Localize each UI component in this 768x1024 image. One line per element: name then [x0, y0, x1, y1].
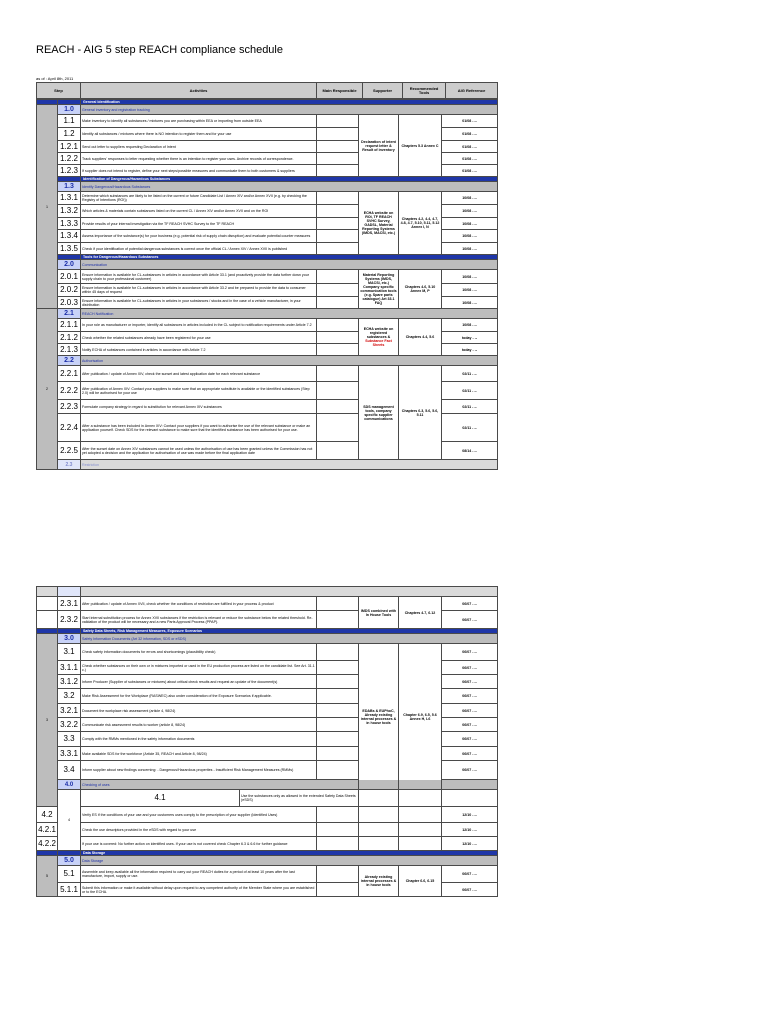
section-row: Safety Data Sheets, Risk Management Measures, Exposure Scenarios [37, 629, 498, 634]
timing: 06/07 - -- [442, 732, 498, 747]
subsection-title: Communication [81, 260, 498, 270]
activity-text: Inform Producer (Supplier of substances or mixtures) about critical check results and request an update of the document(s) [81, 675, 317, 689]
activity-number: 1.3.2 [58, 205, 81, 218]
subsection-number: 2.1 [58, 309, 81, 319]
header-supporter: Supporter [363, 83, 403, 99]
schedule-body-part-2 [36, 586, 498, 897]
activity-row [37, 866, 498, 883]
subsection-title: General inventory and registration tracking [81, 105, 498, 115]
subsection-row [37, 460, 498, 470]
step-number: 3 [37, 634, 58, 807]
timing: 06/07 - -- [442, 761, 498, 780]
aig-reference: Chapters 4.4, 5.6 [399, 319, 442, 356]
activity-number: 1.2 [58, 128, 81, 141]
timing: 06/07 - -- [442, 661, 498, 675]
activity-row [37, 192, 498, 205]
aig-reference: Chapters 4.7, 6.12 [399, 597, 442, 629]
timing: 02/11 - -- [442, 382, 498, 400]
recommended-tools: ECHA website on registered substances & Substance Fact Sheets [359, 319, 399, 356]
activity-text: In your role as manufacturer or importer, identify all substances in articles included in the CL subject to notification requirements under Article 7.2 [81, 319, 317, 332]
activity-text: Provide results of your internal investigation via the TF REACH SVHC Survey to the TF REACH [81, 218, 317, 230]
timing: today - -- [442, 332, 498, 344]
activity-number: 3.3 [58, 732, 81, 747]
activity-number: 4.2.1 [37, 823, 58, 837]
subsection-row [37, 856, 498, 866]
timing: 06/07 - -- [442, 644, 498, 661]
timing: 06/07 - -- [442, 611, 498, 629]
subsection-title: Restriction [81, 460, 498, 470]
timing: 06/07 - -- [442, 883, 498, 897]
activity-text: Communicate risk assessment results to worker (article 8, 98/24) [81, 718, 317, 732]
activity-text: Make Risk Assessment for the Workplace (RASWEC) also under consideration of the Exposure Scenarios if applicable. [81, 689, 317, 704]
recommended-tools: IMDS combined with In House Tools [359, 597, 399, 629]
recommended-tools: EDABs & EUPhoC, Already existing internal processes & in house tools [359, 644, 399, 790]
timing: 10/08 - -- [442, 218, 498, 230]
activity-number: 2.1.1 [58, 319, 81, 332]
timing: 10/08 - -- [442, 270, 498, 284]
timing: 06/07 - -- [442, 675, 498, 689]
header-main-responsible: Main Responsible [317, 83, 363, 99]
recommended-tools: SDS management tools, company specific supplier communications [359, 366, 399, 460]
activity-number: 4.2.2 [37, 837, 58, 851]
section-row: Identification of Dangerous/Hazardous Substances [37, 177, 498, 182]
header-step: Step [37, 83, 81, 99]
timing: 02/11 - -- [442, 366, 498, 382]
timing: 06/07 - -- [442, 866, 498, 883]
table-header [37, 83, 498, 99]
timing: 06/07 - -- [442, 718, 498, 732]
subsection-title: Identify Dangerous/Hazardous Substances [81, 182, 498, 192]
activity-text: Submit this information or make it available without delay upon request to any competent authority of the Member State where you are established or to the ECHA. [81, 883, 317, 897]
activity-text: Start internal substitution process for Annex XVII substances if the restriction is relevant or reduce the substance below the related threshold. Re-validation of the product will be necessary and a new Parts Approval Process (PPAP). [81, 611, 317, 629]
subsection-number: 5.0 [58, 856, 81, 866]
subsection-row [37, 780, 498, 790]
timing: 01/08 - -- [442, 153, 498, 165]
activity-number: 2.3.1 [58, 597, 81, 611]
activity-number: 2.1.3 [58, 344, 81, 356]
recommended-tools: Material Reporting Systems (IMDS, MACSI, etc.) Company specific communication tools (e.g. Spare parts catalogue) Art 33.1 FAQ [359, 270, 399, 309]
activity-row [37, 270, 498, 284]
activity-text: After publication / update of Annex XVII, check whether the conditions of restriction are fulfilled in your process & product [81, 597, 317, 611]
subsection-row [37, 309, 498, 319]
activity-text: Ensure information is available for CL-substances in articles in accordance with Article 33.2 and be prepared to provide the data to consumer within 45 days of request [81, 284, 317, 297]
activity-number: 5.1.1 [58, 883, 81, 897]
activity-number: 2.0.1 [58, 270, 81, 284]
header-activities: Activities [81, 83, 317, 99]
activity-text: Which articles & materials contain substances listed on the current CL / Annex XIV and/or Annex XVII and on the ROI [81, 205, 317, 218]
activity-text: Ensure information is available for CL-substances in articles in accordance with Article 33.1 (and proactively provide the data further down your supply chain to your professional customer) [81, 270, 317, 284]
activity-number: 3.2.2 [58, 718, 81, 732]
timing: 01/08 - -- [442, 128, 498, 141]
activity-text: Formulate company strategy in regard to substitution for relevant Annex XIV substances [81, 400, 317, 414]
activity-number: 3.2.1 [58, 704, 81, 718]
subsection-row [37, 260, 498, 270]
activity-text: Send out letter to suppliers requesting Declaration of Intent [81, 141, 317, 153]
activity-text: Inform supplier about new findings concerning: - Dangerous/Hazardous properties - Insufficient Risk Management Measures (RMMs) [81, 761, 317, 780]
aig-reference: Chapter 6.6, 6.15 [399, 866, 442, 897]
timing: 12/10 - -- [442, 807, 498, 823]
activity-number: 3.1 [58, 644, 81, 661]
subsection-number: 1.0 [58, 105, 81, 115]
timing: 12/10 - -- [442, 837, 498, 851]
timing: 08/14 - -- [442, 442, 498, 460]
subsection-number: 3.0 [58, 634, 81, 644]
activity-number: 1.3.5 [58, 243, 81, 255]
timing: 06/07 - -- [442, 689, 498, 704]
activity-text: Check safety information documents for errors and shortcomings (plausibility check) [81, 644, 317, 661]
activity-row [37, 837, 498, 851]
activity-number: 2.1.2 [58, 332, 81, 344]
activity-row [37, 115, 498, 128]
activity-number: 2.2.4 [58, 414, 81, 442]
subsection-row [37, 182, 498, 192]
activity-number: 1.2.2 [58, 153, 81, 165]
timing: 02/11 - -- [442, 400, 498, 414]
schedule-body-part-1 [36, 99, 498, 470]
timing: 10/08 - -- [442, 205, 498, 218]
activity-number: 1.2.1 [58, 141, 81, 153]
activity-text: If supplier does not intend to register, define your next steps/possible measures and communicate them to both customers & suppliers [81, 165, 317, 177]
timing: 12/10 - -- [442, 823, 498, 837]
as-of-date: as of : April 8th, 2011 [36, 76, 74, 81]
activity-number: 1.3.1 [58, 192, 81, 205]
timing: 02/11 - -- [442, 414, 498, 442]
activity-number: 3.4 [58, 761, 81, 780]
header-recommended-tools: Recommended Tools [403, 83, 446, 99]
activity-text: Notify ECHA of substances contained in articles in accordance with Article 7.2 [81, 344, 317, 356]
activity-number: 1.2.3 [58, 165, 81, 177]
activity-text: After a substance has been included in Annex XIV: Contact your suppliers if you want to authorise the use of the relevant substance or make an application yourself. Check SDS for the relevant substance to make sure that the identified substance has been authorised for your use. [81, 414, 317, 442]
activity-text: Track suppliers' responses to letter requesting whether there is an intention to register your uses. Archive records of correspondence. [81, 153, 317, 165]
page-title: REACH - AIG 5 step REACH compliance schedule [36, 44, 283, 56]
timing: today - -- [442, 344, 498, 356]
timing: 10/08 - -- [442, 297, 498, 309]
recommended-tools: Already existing internal processes & in house tools [359, 866, 399, 897]
activity-row [37, 366, 498, 382]
section-row: General Identification [37, 100, 498, 105]
subsection-row [37, 587, 498, 597]
activity-number: 4.2 [37, 807, 58, 823]
step-number: 4 [58, 790, 81, 851]
schedule-table-part-1 [36, 82, 498, 99]
activity-number: 1.1 [58, 115, 81, 128]
aig-reference: Chapter 6.9, 6.5, 5.6 Annex H, L6 [399, 644, 442, 790]
activity-text: After publication of Annex XIV: Contact your suppliers to make sure that an appropriate substitute is available or the identified substances (Step 2.0) will be authorised for your use [81, 382, 317, 400]
subsection-number: 2.2 [58, 356, 81, 366]
activity-text: Document the workplace risk assessment (article 4, 98/24) [81, 704, 317, 718]
timing: 10/08 - -- [442, 243, 498, 255]
activity-text: Check whether the related substances already have been registered for your use [81, 332, 317, 344]
activity-text: After publication / update of Annex XIV, check the sunset and latest application date for each relevant substance [81, 366, 317, 382]
recommended-tools: Declaration of intent request letter & Result of inventory [359, 115, 399, 177]
activity-row [37, 807, 498, 823]
subsection-title: Checking of uses [81, 780, 498, 790]
header-aig-reference: AIG Reference [446, 83, 498, 99]
timing: 10/08 - -- [442, 319, 498, 332]
subsection-number: 4.0 [58, 780, 81, 790]
subsection-row [37, 105, 498, 115]
activity-number: 2.2.3 [58, 400, 81, 414]
timing: 10/08 - -- [442, 230, 498, 243]
activity-number: 2.0.2 [58, 284, 81, 297]
activity-text: Verify ES if the conditions of your use and your customers uses comply to the prescription of your supplier (Identified Uses) [81, 807, 317, 823]
activity-number: 1.3.3 [58, 218, 81, 230]
activity-number: 1.3.4 [58, 230, 81, 243]
subsection-title: Data Storage [81, 856, 498, 866]
activity-text: Ensure information is available for CL-substances in articles in your substances / stocks and in the case of a vehicle manufacturer, in your distribution [81, 297, 317, 309]
timing: 10/08 - -- [442, 284, 498, 297]
activity-text: Use the substances only as allowed in the extended Safety Data Sheets (eSDS) [240, 790, 359, 807]
activity-text: Check whether substances on their own or in mixtures imported or used in the EU production process are listed on the candidate list. See Art. 31.1 c.) [81, 661, 317, 675]
activity-number: 3.2 [58, 689, 81, 704]
activity-row [37, 823, 498, 837]
subsection-number: 2.0 [58, 260, 81, 270]
aig-reference: Chapters 4.2, 4.4, 4.7, 4.8, 4.7, 5.10, 5.11, 5.12 Annex I, N [399, 192, 442, 255]
section-row: Tools for Dangerous/Hazardous Substances [37, 255, 498, 260]
activity-text: After the sunset date on Annex XIV substances cannot be used unless the authorisation of use has been granted unless the Commission has not yet adopted a decision and the application for authorisation of use was made before the final application date [81, 442, 317, 460]
activity-number: 2.3.2 [58, 611, 81, 629]
aig-reference: Chapters 6.3, 5.6, 5.6, 5.11 [399, 366, 442, 460]
fact-sheets-link[interactable]: Substance Fact Sheets [365, 339, 392, 347]
recommended-tools: ECHA website on ROI, TF REACH SVHC Survey, GADSL, Material Reporting Systems (IMDS, MACSI, etc.) [359, 192, 399, 255]
timing: 06/07 - -- [442, 747, 498, 761]
activity-text: Assess importance of the substance(s) for your business (e.g. potential risk of supply chain disruption) and evaluate potential counter measures [81, 230, 317, 243]
activity-row [37, 644, 498, 661]
subsection-title: Authorisation [81, 356, 498, 366]
section-row: Data Storage [37, 851, 498, 856]
activity-row [37, 597, 498, 611]
activity-text: Make available SDS for the workforce (Article 35, REACH and Article 8, 98/24) [81, 747, 317, 761]
subsection-row [37, 356, 498, 366]
timing: 06/07 - -- [442, 704, 498, 718]
activity-number: 4.1 [81, 790, 240, 807]
timing: 01/08 - -- [442, 115, 498, 128]
activity-text: If your use is covered: No further action on identified uses. If your use is not covered check Chapter 6.3 & 6.6 for further guidance [81, 837, 317, 851]
timing: 06/07 - -- [442, 597, 498, 611]
activity-row [37, 790, 498, 807]
subsection-title: Safety Information Documents (Art 32 information, SDS or eSDS) [81, 634, 498, 644]
step-number: 2 [37, 309, 58, 470]
timing: 10/08 - -- [442, 192, 498, 205]
activity-text: Check the use descriptors provided in the eSDS with regard to your use [81, 823, 317, 837]
aig-reference: Chapters 5.3 Annex C [399, 115, 442, 177]
activity-number: 3.3.1 [58, 747, 81, 761]
activity-number: 2.2.2 [58, 382, 81, 400]
timing: 01/08 - -- [442, 141, 498, 153]
subsection-number: 1.3 [58, 182, 81, 192]
step-number: 1 [37, 105, 58, 309]
activity-number: 5.1 [58, 866, 81, 883]
subsection-title: REACH Notification [81, 309, 498, 319]
step-number: 5 [37, 856, 58, 897]
aig-reference: Chapters 4.6, 5.10 Annex M, P [399, 270, 442, 309]
activity-text: Identify all substances / mixtures where there is NO intention to register them and for your use [81, 128, 317, 141]
activity-number: 3.1.2 [58, 675, 81, 689]
activity-text: Comply with the RMMs mentioned in the safety information documents [81, 732, 317, 747]
activity-text: Make inventory to identify all substances / mixtures you are purchasing within EEA or importing from outside EEA [81, 115, 317, 128]
subsection-number: 2.3 [58, 460, 81, 470]
activity-row [37, 319, 498, 332]
activity-number: 3.1.1 [58, 661, 81, 675]
activity-text: Check if your identification of potential dangerous substances is correct once the official CL / Annex XIV / Annex XVII is published [81, 243, 317, 255]
activity-text: Determine which substances are likely to be listed on the current or future Candidate List / Annex XIV and/or Annex XVII (e.g. by checking the Registry of Intentions (ROI)) [81, 192, 317, 205]
timing: 01/08 - -- [442, 165, 498, 177]
subsection-row [37, 634, 498, 644]
activity-number: 2.0.3 [58, 297, 81, 309]
activity-number: 2.2.1 [58, 366, 81, 382]
activity-text: Assemble and keep available all the information required to carry out your REACH duties for a period of at least 10 years after the last manufacture, import, supply or use. [81, 866, 317, 883]
activity-number: 2.2.5 [58, 442, 81, 460]
